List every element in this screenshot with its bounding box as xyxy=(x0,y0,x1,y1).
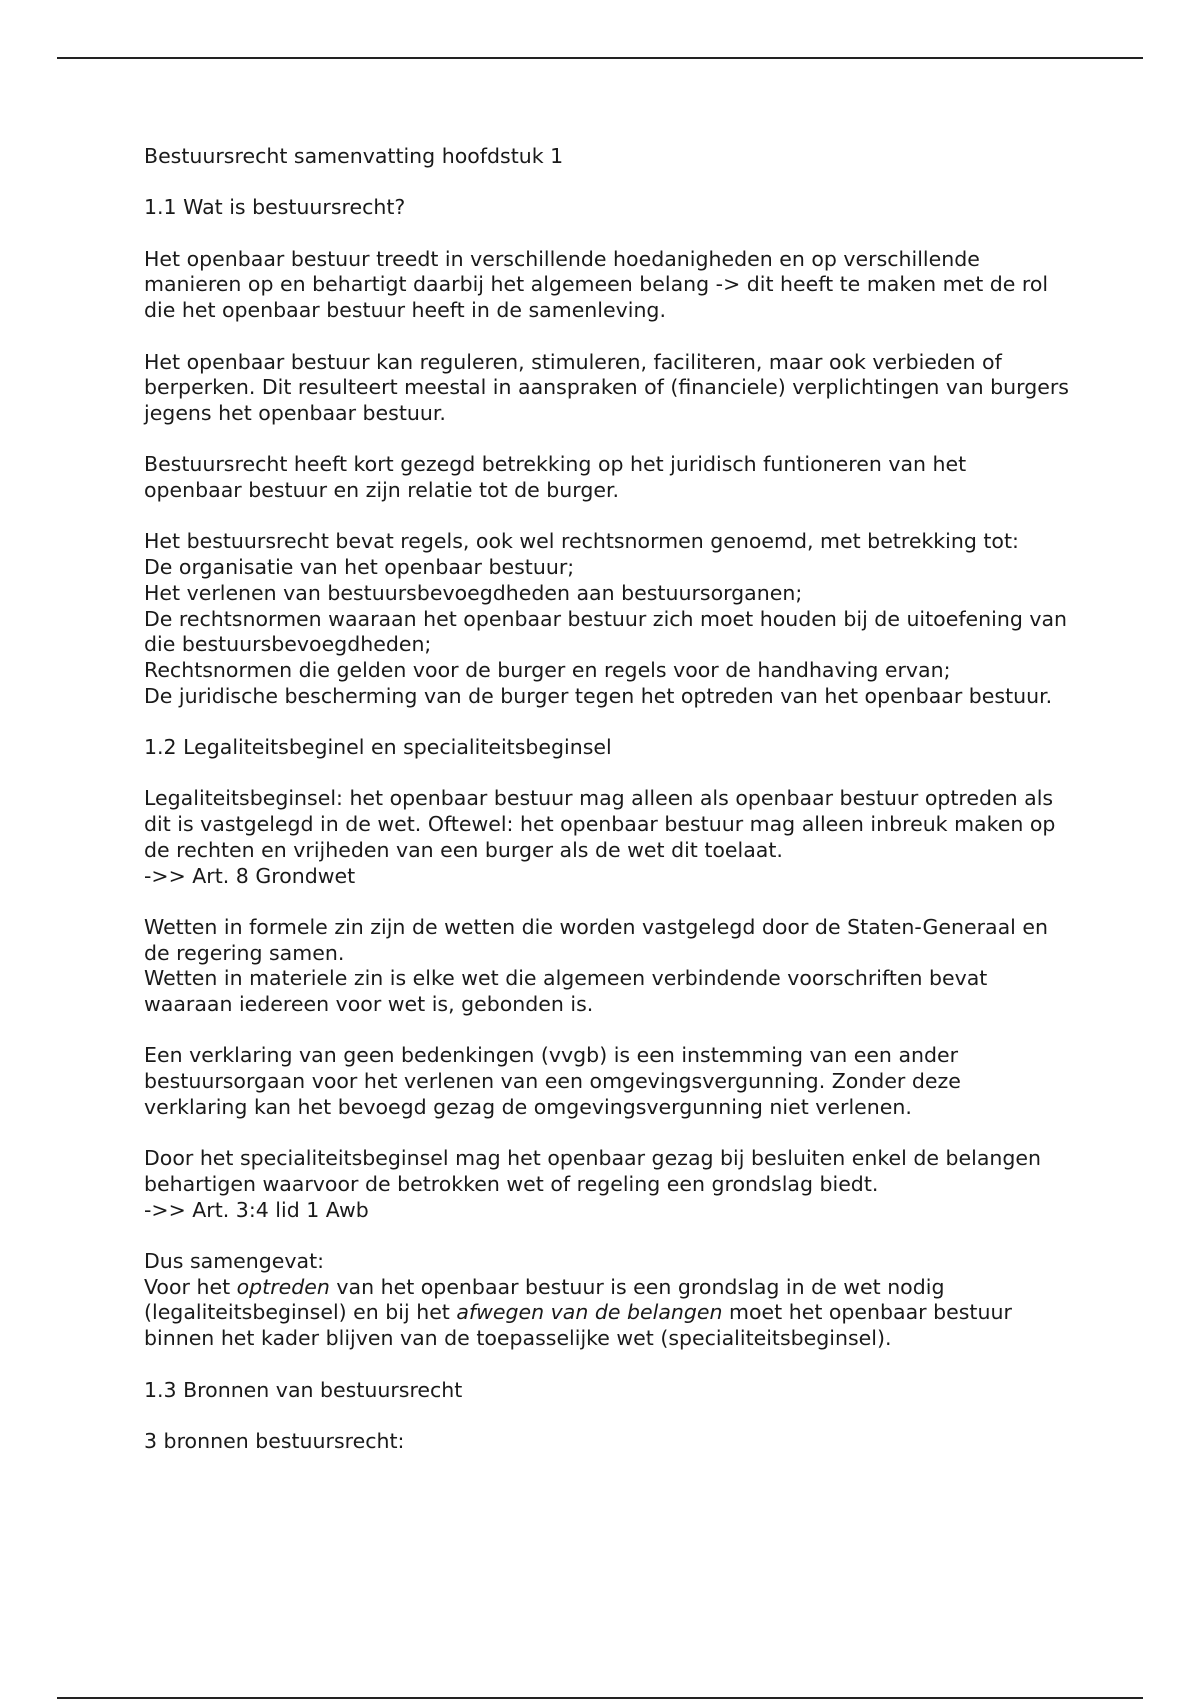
paragraph: Wetten in materiele zin is elke wet die algemeen verbindende voorschriften bevat waaraan iedereen voor wet is, gebonden is. xyxy=(144,966,988,1017)
section-heading-1-1: 1.1 Wat is bestuursrecht? xyxy=(144,195,406,220)
summary-text: Voor het xyxy=(144,1274,237,1299)
list-item: De organisatie van het openbaar bestuur; xyxy=(144,555,575,580)
paragraph: Het openbaar bestuur treedt in verschillende hoedanigheden en op verschillende manieren op en behartigt daarbij het algemeen belang -> dit heeft te maken met de rol die het openbaar bestuur heeft in de samenleving. xyxy=(144,246,1049,323)
document-body xyxy=(144,144,1069,1480)
paragraph: Het openbaar bestuur kan reguleren, stimuleren, faciliteren, maar ook verbieden of berperken. Dit resulteert meestal in aanspraken of (financiele) verplichtingen van burgers jegens het openbaar bestuur. xyxy=(144,349,1069,425)
summary-label: Dus samengevat: xyxy=(144,1249,325,1274)
summary-text: moet het openbaar bestuur binnen het kader blijven van de toepasselijke wet (specialiteitsbeginsel). xyxy=(144,1300,1012,1351)
paragraph: Een verklaring van geen bedenkingen (vvgb) is een instemming van een ander bestuursorgaan voor het verlenen van een omgevingsvergunning. Zonder deze verklaring kan het bevoegd gezag de omgevingsvergunning niet verlenen. xyxy=(144,1043,961,1119)
list-item: Het verlenen van bestuursbevoegdheden aan bestuursorganen; xyxy=(144,580,803,605)
section-heading-1-3: 1.3 Bronnen van bestuursrecht xyxy=(144,1377,463,1402)
bottom-rule xyxy=(57,1697,1143,1699)
list-item: De juridische bescherming van de burger tegen het optreden van het openbaar bestuur. xyxy=(144,683,1053,708)
summary-paragraph xyxy=(144,1275,1069,1352)
article-reference: ->> Art. 3:4 lid 1 Awb xyxy=(144,1197,369,1222)
paragraph: Het bestuursrecht bevat regels, ook wel rechtsnormen genoemd, met betrekking tot: xyxy=(144,529,1019,554)
emphasis-afwegen: afwegen van de belangen xyxy=(456,1300,723,1325)
list-item: De rechtsnormen waaraan het openbaar bestuur zich moet houden bij de uitoefening van die bestuursbevoegdheden; xyxy=(144,606,1068,657)
emphasis-optreden: optreden xyxy=(236,1274,330,1299)
list-item: Rechtsnormen die gelden voor de burger en regels voor de handhaving ervan; xyxy=(144,657,951,682)
paragraph: Bestuursrecht heeft kort gezegd betrekking op het juridisch funtioneren van het openbaar bestuur en zijn relatie tot de burger. xyxy=(144,452,967,503)
summary-text: van het openbaar bestuur is een grondslag in de wet nodig (legaliteitsbeginsel) en bij het xyxy=(144,1274,945,1325)
paragraph: Wetten in formele zin zijn de wetten die worden vastgelegd door de Staten-Generaal en de regering samen. xyxy=(144,914,1048,965)
paragraph: Door het specialiteitsbeginsel mag het openbaar gezag bij besluiten enkel de belangen behartigen waarvoor de betrokken wet of regeling een grondslag biedt. xyxy=(144,1146,1042,1196)
paragraph: 3 bronnen bestuursrecht: xyxy=(144,1428,405,1453)
top-rule xyxy=(57,57,1143,59)
document-title: Bestuursrecht samenvatting hoofdstuk 1 xyxy=(144,144,564,168)
article-reference: ->> Art. 8 Grondwet xyxy=(144,863,356,888)
section-heading-1-2: 1.2 Legaliteitsbeginel en specialiteitsbeginsel xyxy=(144,735,612,760)
paragraph: Legaliteitsbeginsel: het openbaar bestuur mag alleen als openbaar bestuur optreden als dit is vastgelegd in de wet. Oftewel: het openbaar bestuur mag alleen inbreuk maken op de rechten en vrijheden van een burger als de wet dit toelaat. xyxy=(144,786,1056,862)
